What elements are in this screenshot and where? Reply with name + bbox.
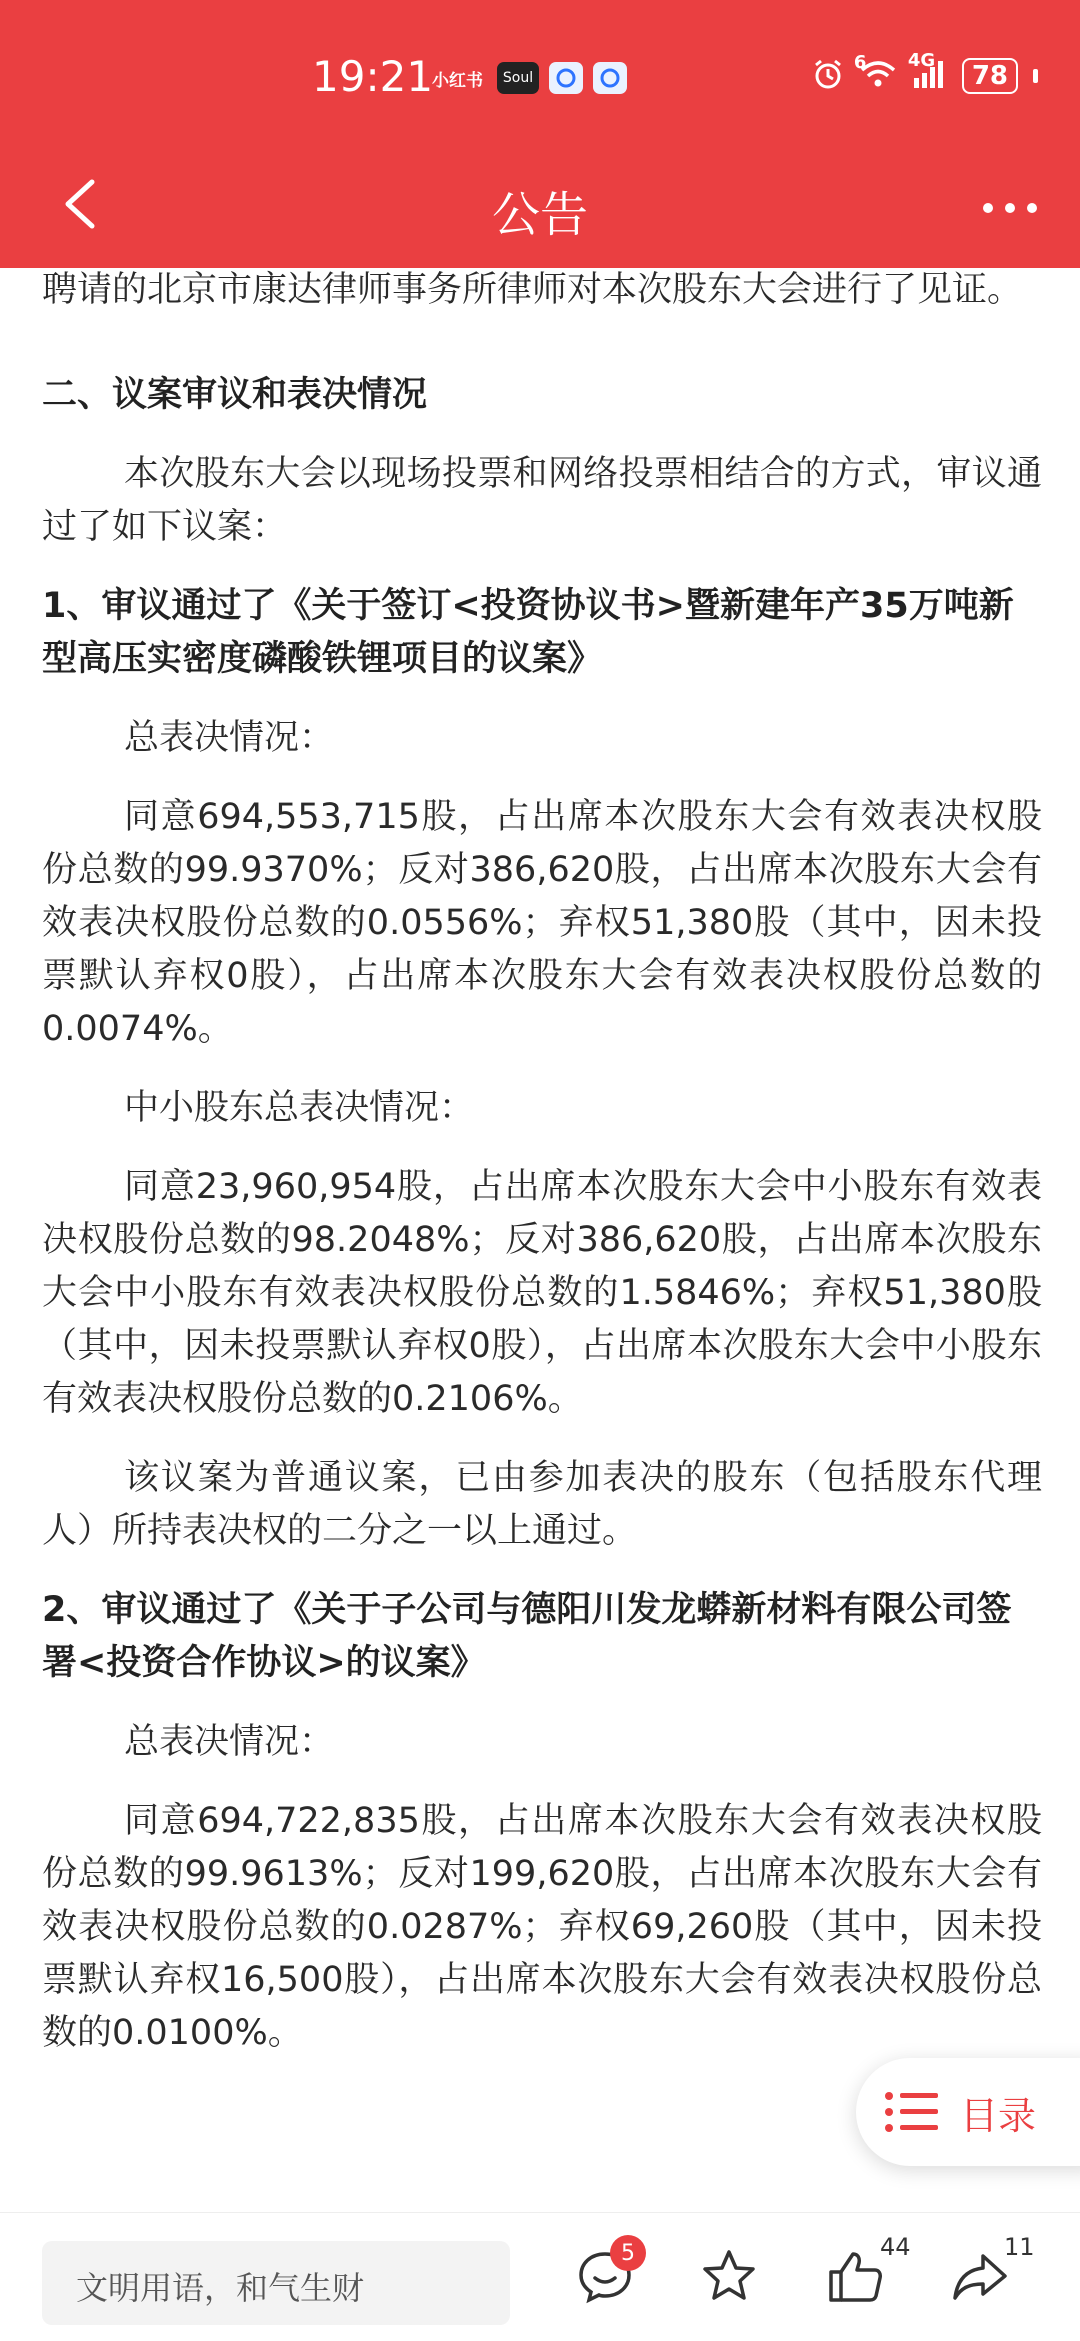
nav-bar [0, 150, 1080, 268]
header [0, 0, 1080, 268]
comment-placeholder: 文明用语，和气生财 [76, 2269, 365, 2307]
like-count: 44 [880, 2233, 911, 2261]
motion-2-total-label: 总表决情况： [124, 1722, 335, 1762]
comment-input[interactable] [42, 2241, 510, 2325]
motion-2-title: 2、审议通过了《关于子公司与德阳川发龙蟒新材料有限公司签署<投资合作协议>的议案》 [42, 1590, 1012, 1683]
soul-icon: Soul [497, 62, 539, 94]
motion-1-title: 1、审议通过了《关于签订<投资协议书>暨新建年产35万吨新型高压实密度磷酸铁锂项目的议案》 [42, 586, 1014, 679]
motion-1-result: 该议案为普通议案，已由参加表决的股东（包括股东代理人）所持表决权的二分之一以上通过。 [42, 1458, 1042, 1551]
browser-icon [549, 62, 583, 94]
section-heading: 二、议案审议和表决情况 [42, 375, 428, 415]
status-time: 19:21 [312, 52, 434, 101]
cellular-icon: 4G [910, 58, 950, 94]
toc-button[interactable] [856, 2058, 1080, 2166]
share-count: 11 [1004, 2233, 1035, 2261]
bottom-bar [0, 2212, 1080, 2341]
paragraph-witness: 聘请的北京市康达律师事务所律师对本次股东大会进行了见证。 [42, 270, 1023, 310]
motion-1-total-votes: 同意694,553,715股，占出席本次股东大会有效表决权股份总数的99.9370%；反对386,620股，占出席本次股东大会有效表决权股份总数的0.0556%；弃权51,380股（其中，因未投票默认弃权0股），占出席本次股东大会有效表决权股份总数的0.0074%。 [42, 797, 1042, 1049]
announcement-content [42, 268, 1042, 2212]
comment-count-badge: 5 [610, 2235, 646, 2271]
page-title: 公告 [491, 187, 588, 243]
star-icon [699, 2246, 759, 2306]
paragraph-intro: 本次股东大会以现场投票和网络投票相结合的方式，审议通过了如下议案： [42, 454, 1042, 547]
battery-cap [1033, 69, 1038, 83]
wifi-icon: 6 [858, 58, 898, 94]
more-dots-icon [982, 202, 1038, 214]
status-bar [0, 0, 1080, 150]
motion-1-small-label: 中小股东总表决情况： [124, 1088, 475, 1128]
alarm-icon [810, 56, 846, 96]
toc-label: 目录 [960, 2093, 1037, 2138]
list-icon [884, 2090, 940, 2134]
status-right [810, 50, 1038, 96]
share-icon [949, 2246, 1009, 2306]
battery-indicator: 78 [962, 58, 1018, 94]
xiaohongshu-icon: 小红书 [432, 70, 483, 91]
motion-2-total-votes: 同意694,722,835股，占出席本次股东大会有效表决权股份总数的99.9613%；反对199,620股，占出席本次股东大会有效表决权股份总数的0.0287%；弃权69,260股（其中，因未投票默认弃权16,500股），占出席本次股东大会有效表决权股份总数的0.0100%。 [42, 1801, 1042, 2053]
more-button[interactable] [970, 180, 1050, 236]
browser-icon-2 [593, 62, 627, 94]
notification-icons [428, 62, 627, 94]
motion-1-total-label: 总表决情况： [124, 718, 335, 758]
thumbs-up-icon [825, 2246, 885, 2306]
favorite-button[interactable] [694, 2241, 764, 2311]
motion-1-small-votes: 同意23,960,954股，占出席本次股东大会中小股东有效表决权股份总数的98.2048%；反对386,620股，占出席本次股东大会中小股东有效表决权股份总数的1.5846%；弃权51,380股（其中，因未投票默认弃权0股），占出席本次股东大会中小股东有效表决权股份总数的0.2106%。 [42, 1167, 1042, 1419]
